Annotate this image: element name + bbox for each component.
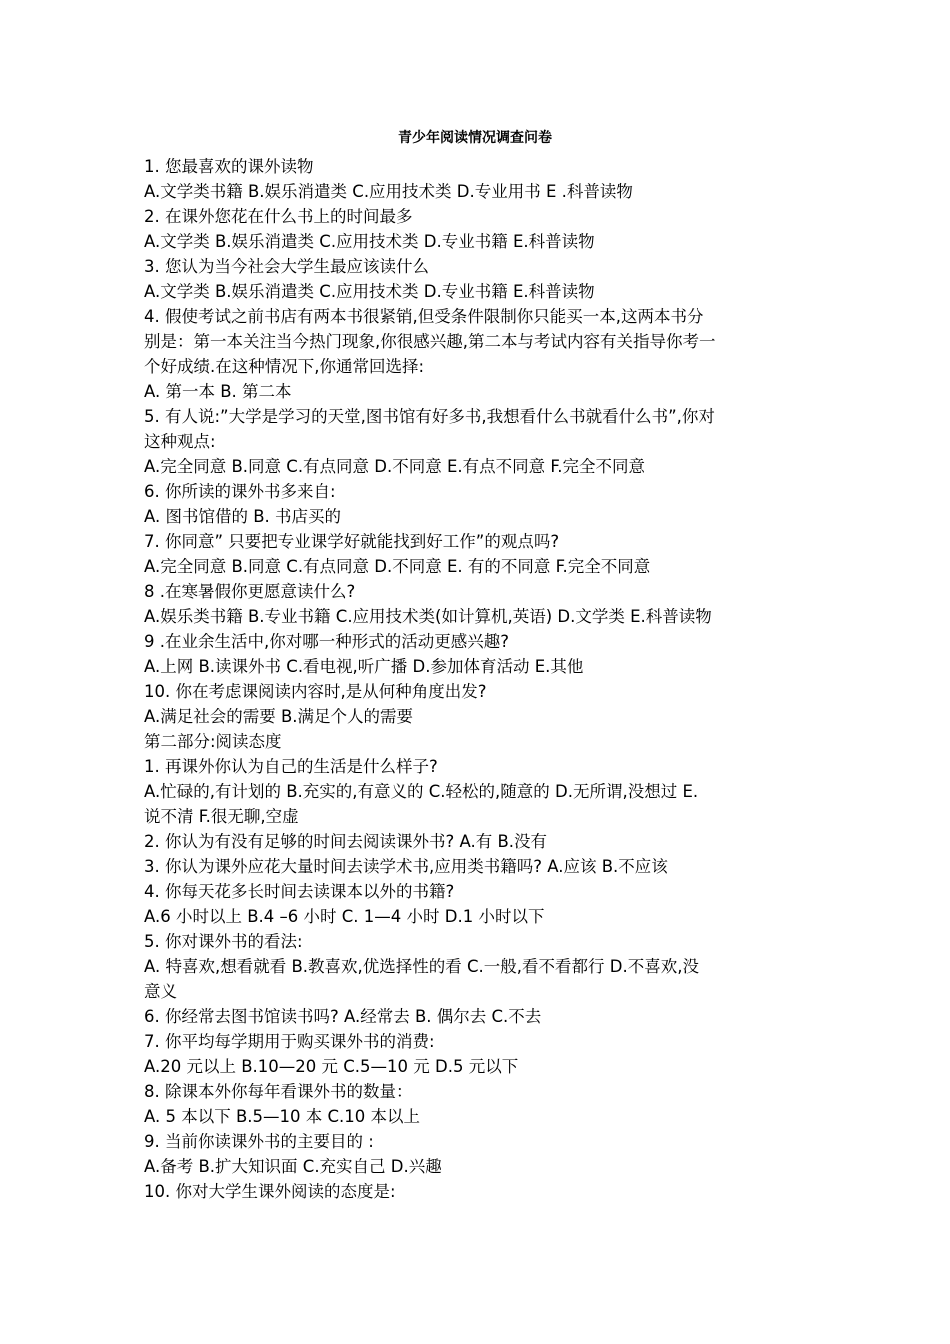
text-line: 说不清 F.很无聊,空虚 [144, 807, 299, 826]
text-line: 2. 你认为有没有足够的时间去阅读课外书? A.有 B.没有 [144, 832, 548, 851]
text-line: 4. 你每天花多长时间去读课本以外的书籍? [144, 882, 455, 901]
text-line: 1. 您最喜欢的课外读物 [144, 157, 314, 176]
text-line: 这种观点: [144, 432, 216, 451]
text-line: 8 .在寒暑假你更愿意读什么? [144, 582, 356, 601]
text-line: 9. 当前你读课外书的主要目的 : [144, 1132, 374, 1151]
text-line: A.完全同意 B.同意 C.有点同意 D.不同意 E. 有的不同意 F.完全不同意 [144, 557, 651, 576]
text-line: A.满足社会的需要 B.满足个人的需要 [144, 707, 414, 726]
text-line: A. 特喜欢,想看就看 B.教喜欢,优选择性的看 C.一般,看不看都行 D.不喜欢,没 [144, 957, 699, 976]
text-line: 2. 在课外您花在什么书上的时间最多 [144, 207, 413, 226]
text-line: A.文学类书籍 B.娱乐消遣类 C.应用技术类 D.专业用书 E .科普读物 [144, 182, 633, 201]
text-line: A.完全同意 B.同意 C.有点同意 D.不同意 E.有点不同意 F.完全不同意 [144, 457, 646, 476]
text-line: 7. 你平均每学期用于购买课外书的消费: [144, 1032, 435, 1051]
text-line: 9 .在业余生活中,你对哪一种形式的活动更感兴趣? [144, 632, 509, 651]
text-line: 4. 假使考试之前书店有两本书很紧销,但受条件限制你只能买一本,这两本书分 [144, 307, 704, 326]
text-line: A.上网 B.读课外书 C.看电视,听广播 D.参加体育活动 E.其他 [144, 657, 584, 676]
text-line: A.娱乐类书籍 B.专业书籍 C.应用技术类(如计算机,英语) D.文学类 E.科普读物 [144, 607, 712, 626]
document-title: 青少年阅读情况调查问卷 [398, 130, 552, 146]
text-line: 6. 你经常去图书馆读书吗? A.经常去 B. 偶尔去 C.不去 [144, 1007, 542, 1026]
text-line: 1. 再课外你认为自己的生活是什么样子? [144, 757, 438, 776]
text-line: 10. 你在考虑课阅读内容时,是从何种角度出发? [144, 682, 487, 701]
text-line: 5. 你对课外书的看法: [144, 932, 303, 951]
text-line: 6. 你所读的课外书多来自: [144, 482, 336, 501]
text-line: A.文学类 B.娱乐消遣类 C.应用技术类 D.专业书籍 E.科普读物 [144, 232, 595, 251]
section-heading: 第二部分:阅读态度 [144, 732, 282, 751]
text-line: A.备考 B.扩大知识面 C.充实自己 D.兴趣 [144, 1157, 442, 1176]
text-line: A. 第一本 B. 第二本 [144, 382, 292, 401]
text-line: A.忙碌的,有计划的 B.充实的,有意义的 C.轻松的,随意的 D.无所谓,没想过 E. [144, 782, 699, 801]
questionnaire-body [144, 154, 816, 1204]
text-line: A.20 元以上 B.10—20 元 C.5—10 元 D.5 元以下 [144, 1057, 519, 1076]
text-line: 3. 你认为课外应花大量时间去读学术书,应用类书籍吗? A.应该 B.不应该 [144, 857, 668, 876]
text-line: 8. 除课本外你每年看课外书的数量： [144, 1082, 413, 1101]
text-line: 意义 [144, 982, 177, 1001]
text-line: A. 图书馆借的 B. 书店买的 [144, 507, 342, 526]
text-line: 3. 您认为当今社会大学生最应该读什么 [144, 257, 429, 276]
text-line: 7. 你同意” 只要把专业课学好就能找到好工作”的观点吗? [144, 532, 560, 551]
text-line: A. 5 本以下 B.5—10 本 C.10 本以上 [144, 1107, 421, 1126]
text-line: 10. 你对大学生课外阅读的态度是: [144, 1182, 396, 1201]
text-line: A.6 小时以上 B.4 –6 小时 C. 1—4 小时 D.1 小时以下 [144, 907, 545, 926]
text-line: 5. 有人说:”大学是学习的天堂,图书馆有好多书,我想看什么书就看什么书”,你对 [144, 407, 715, 426]
text-line: A.文学类 B.娱乐消遣类 C.应用技术类 D.专业书籍 E.科普读物 [144, 282, 595, 301]
text-line: 个好成绩.在这种情况下,你通常回选择: [144, 357, 425, 376]
text-line: 别是：第一本关注当今热门现象,你很感兴趣,第二本与考试内容有关指导你考一 [144, 332, 716, 351]
